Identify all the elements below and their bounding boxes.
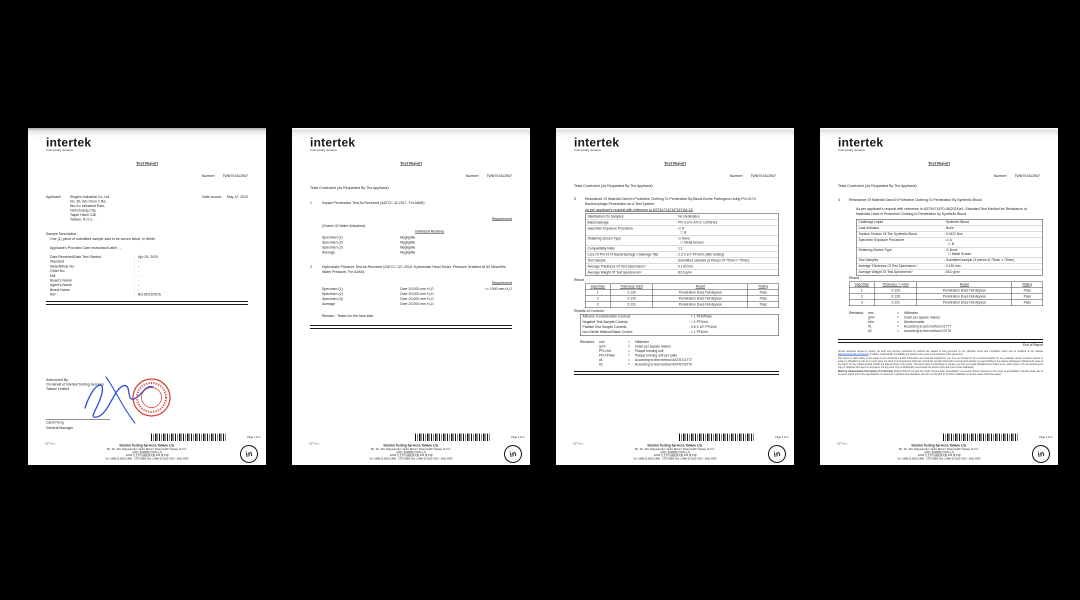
tests-intro: Tests Conducted (As Requested By The Applicant): (838, 184, 918, 188)
date-issued-row (202, 195, 248, 200)
field-row: Agent's Name : - (50, 283, 248, 288)
condition-row: Average Weight Of Test Specimens⁽²⁾ : 83.0 g/m² (586, 270, 779, 276)
remark-row: PFU /ml = Plaque forming unit (599, 349, 779, 354)
individual-reading-label: Individual Reading (415, 230, 444, 234)
grams-note: (Grams Of Water Absorbed) (322, 224, 366, 228)
condition-row: Sterilization On Samples : No sterilization (586, 214, 779, 220)
page-footer (292, 429, 530, 465)
footer-address-block: Intertek Testing Services Taiwan Ltd. 8F., No. 423, Ruiguang Rd., Neihu District, Taipei 11492, Taiwan, R.O.C. 全國公證檢驗股份有限公司 11492 台北市內湖區瑞光路 423 號 8 樓 Tel: (+886-2) 6602-2888 · 2797-8885 Fax: (+886-2) 6602-2410 · 6602-2467 (369, 444, 453, 461)
intertek-mark-icon: in (1031, 444, 1052, 465)
report-number-row (202, 174, 248, 179)
company-stamp (131, 377, 172, 418)
tests-intro: Tests Conducted (As Requested By The Applicant): (310, 186, 390, 190)
remark-row: #1 = According to test method ASTM D1777 (599, 358, 779, 363)
disclaimer-paragraph: This report is made solely on the basis of your instructions and/or information and materials supplied by you. It is not intended to be a recommendation for any particular course of action. Intertek is under no obligation to refer to or report upon any facts or circumstances which are outside the specific instructions received and accepts no responsibility to any parties whatsoever, following the issue of the report, for any matters arising outside the agreed scope of the works. This report does not discharge or release you from your legal obligations and duties to any other person. You are authorised to copy or distribute this report in its entirety, but any such copy or distribution must contain the whole report and must not be misleading. (838, 357, 1043, 369)
condition-row: Specimen Exposure Procedure : ☑ A ☐ B (586, 226, 779, 236)
footer-address-zh: 11492 台北市內湖區瑞光路 423 號 8 樓 (125, 454, 169, 458)
condition-row: Loss Of Phi-X174 Bacteriophage Challenge Titer : 2.3 X 10⁸ PFU/ml (after testing) (586, 252, 779, 258)
report-number-row: Number: TWNT01813957 (729, 174, 776, 178)
specimen-row: Specimen (3) Negligible (322, 246, 416, 250)
applicant-label: Applicant: (46, 195, 62, 199)
page-title: Test Report (928, 161, 950, 166)
footer-address: 8F., No. 423, Ruiguang Rd., Neihu District, Taipei 11492, Taiwan, R.O.C. (107, 448, 187, 451)
report-number-row: Number: TWNT01813957 (993, 174, 1040, 178)
condition-row: Challenge Liquid : Synthetic Blood (857, 220, 1043, 226)
tests-intro: Tests Conducted (As Requested By The Applicant): (574, 184, 654, 188)
sample-description-label: Sample Description : (46, 232, 79, 236)
section-rule (46, 301, 248, 305)
intertek-mark-icon: in (239, 444, 260, 465)
remark-line: Remark : Tested on the face side. (322, 314, 375, 318)
result-header-row: Specimen Thickness (mm) Result Rating (585, 284, 779, 290)
field-row: Mill : - (50, 274, 248, 279)
result-label: Result : (849, 276, 861, 280)
footer-company: Intertek Testing Services Taiwan Ltd. (119, 444, 175, 448)
applicant-address-line: Taiwan, R.O.C. (70, 218, 94, 222)
control-row: Airborne Contamination Controls : < 1 PFU/Plate (581, 315, 779, 320)
remark-row: #2 = According to test method D3776 (868, 329, 1043, 334)
remark-row: g/m² = Gram per square meters (868, 316, 1043, 321)
result-row: 3 0.121 Penetration Does Not Appear Pass (849, 300, 1043, 306)
result-row: 1 0.129 Penetration Does Not Appear Pass (849, 288, 1043, 294)
item-number: 2 (310, 265, 312, 269)
remarks-label: Remarks: (580, 340, 595, 344)
requirement-label: Requirement (491, 281, 512, 285)
applicant-address-line: Taipei Hsien 248, (70, 213, 97, 217)
intertek-logo (46, 137, 91, 153)
date-issued-value: May 12, 2020 (226, 195, 248, 199)
field-row: Brand Name : - (50, 288, 248, 293)
terms-url: http://www.intertek.com/terms/ (838, 352, 869, 356)
field-row: Order No. : - (50, 269, 248, 274)
remark-row: mm = Millimeter (599, 340, 779, 345)
page-title: Test Report (664, 161, 686, 166)
signer-title: General Manager (46, 426, 74, 430)
specimen-row: Average Over 20,000 mm H₂O (322, 302, 434, 306)
section-rule (574, 371, 779, 375)
result-row: 2 0.128 Penetration Does Not Appear Pass (849, 294, 1043, 300)
remark-row: mm = Millimeter (868, 311, 1043, 316)
intertek-mark-icon: in (503, 444, 524, 465)
applicant-address-line: Wu-Ku Industrial Park, (70, 204, 105, 208)
report-page-3 (556, 128, 794, 465)
item-number: 4 (838, 198, 840, 202)
entity-line: Taiwan Limited (46, 387, 70, 391)
field-row: Buyer's Name : - (50, 278, 248, 283)
page-title: Test Report (400, 161, 422, 166)
barcode (415, 434, 491, 442)
condition-row: Leak Indicator : None (857, 226, 1043, 232)
remark-row: N/m = Newton/meter (868, 320, 1043, 325)
reference-line: As per applicant's request with reference to ASTM F1671/F1671M-13: (585, 208, 694, 212)
remark-row: g/m² = Gram per square meters (599, 345, 779, 350)
item-number: 1 (310, 201, 312, 205)
intertek-logo: intertek Total Quality. Assured. (838, 136, 884, 152)
remark-row: PFU /Plate = Plaque forming unit per plate (599, 354, 779, 359)
field-row: Style/Article No. : - (50, 264, 248, 269)
doc-code: ABT/smu (573, 442, 584, 446)
control-row: Negative Test Sample Controls : < 1 PFU/ml (581, 320, 779, 325)
barcode (943, 434, 1019, 442)
page-footer (28, 429, 266, 465)
disclaimer-paragraph: Warning: Measurement Uncertainty of Conformity. Reports that do not bear the words "issued under accreditation" are issued without reference to the scope of accreditation. Results relate only to the items tested and to the specifications of customers, regulation and standards, and are not intended for product certification purposes unless otherwise stated. (838, 370, 1044, 376)
specimen-row: Specimen (3) Over 20,000 mm H₂O (322, 297, 434, 301)
applicant-address-line: No. 30, Wu-Chun 2 Rd., (70, 200, 108, 204)
test-item-title: Impact Penetration Test As Received (AATCC 42-2017, For AAMI): (322, 201, 426, 205)
page-number: Page 3 of 4 (775, 436, 788, 439)
item-number: 3 (574, 197, 576, 201)
condition-row: Bacteriophage : Phi-X174, ATCC 13706-B1 (586, 220, 779, 226)
report-page-1 (28, 128, 266, 465)
controls-label: Results of Controls : (574, 309, 606, 313)
barcode (679, 434, 755, 442)
footer-address-block: Intertek Testing Services Taiwan Ltd. 8F., No. 423, Ruiguang Rd., Neihu District, Taipei 11492, Taiwan, R.O.C. 全國公證檢驗股份有限公司 11492 台北市內湖區瑞光路 423 號 8 樓 Tel: (+886-2) 6602-2888 · 2797-8885 Fax: (+886-2) 6602-2410 · 6602-2467 (633, 444, 717, 461)
control-row: Non-Sterile Material Blank Control : < 1 PFU/ml (581, 330, 779, 335)
authorized-by-label: Authorized By: (46, 378, 69, 382)
test-item-title: Resistance Of Material Used In Protective Clothing To Penetration By Blood-Borne Pathogens Using Phi-X174 Bacteriophage Penetration As A Test System: (585, 197, 756, 206)
control-row: Positive Test Sample Controls : 3.6 X 10⁷ PFU/ml (581, 325, 779, 330)
test-item-title: Resistance Of Material Used In Protective Clothing To Penetration By Synthetic Blood (849, 198, 982, 202)
intertek-logo-text: intertek (46, 136, 92, 150)
page-number: Page 4 of 4 (1039, 436, 1052, 439)
condition-row: Retaining Screen Type : ☑ None ☐ Metal Screen (586, 236, 779, 246)
page-number: Page 1 of 4 (247, 436, 260, 439)
order-fields (50, 255, 248, 297)
end-of-report-label: End of Report (1022, 343, 1043, 347)
signature-line (46, 419, 110, 420)
doc-code: ABT/smu (837, 442, 848, 446)
report-page-2 (292, 128, 530, 465)
remark-row: #1 = According to test method D1777 (868, 325, 1043, 330)
remarks-block (868, 311, 1043, 334)
test-conditions-table (856, 219, 1043, 276)
remarks-label: Remarks: (849, 311, 864, 315)
field-row: Ref. : BG-B02100C6 (50, 293, 248, 298)
field-row: Standard : - (50, 260, 248, 265)
page-footer (556, 429, 794, 465)
condition-row: Test Sample : Submitted samples (3 Pieces Of 75mm × 75mm) (586, 258, 779, 264)
section-rule (838, 339, 1043, 343)
specimen-row: Specimen (1) Over 20,000 mm H₂O (322, 287, 434, 291)
barcode (151, 434, 227, 442)
controls-table (580, 314, 779, 336)
condition-row: Average Thickness Of Test Specimens⁽¹⁾ : 0.130 mm (857, 264, 1043, 270)
specimen-row: Specimen (2) Negligible (322, 241, 416, 245)
footer-tel: Tel: (+886-2) 6602-2888 · 2797-8885 Fax: (+886-2) 6602-2410 · 6602-2467 (105, 457, 189, 461)
reference-paragraph: As per applicant's request with reference to ASTM F1670-08(2014)e1: Standard Test Method for Resistance of Materials Used in Protective Clothing to Penetration by Synthetic Blood. (856, 207, 1027, 216)
disclaimer-block (838, 350, 1043, 377)
remark-row: #2 = According to test method ASTM D3776 (599, 363, 779, 368)
requirement-label: Requirement (491, 217, 512, 221)
sample-description: One (1) piece of submitted sample said to be woven fabric, in White. (50, 237, 156, 241)
intertek-logo: intertek Total Quality. Assured. (310, 136, 356, 152)
condition-row: Average Thickness Of Test Specimens⁽¹⁾ : 0.130 mm (586, 264, 779, 270)
footer-address-block (73, 444, 221, 460)
care-instruction-label: Applicant's Provided Care Instruction/Label : - (50, 246, 121, 250)
date-issued-label: Date Issued: (202, 195, 222, 199)
result-table (849, 282, 1043, 307)
applicant-block (70, 195, 110, 222)
page-number: Page 2 of 4 (511, 436, 524, 439)
applicant-address-line: Hsinchuang City, (70, 209, 97, 213)
report-number-label: Number: (201, 174, 216, 178)
intertek-mark-icon: in (767, 444, 788, 465)
doc-code: ABT/smu (45, 442, 56, 446)
condition-row: Test Samples : Submitted sample (3 pieces of 75mm × 75mm) (857, 258, 1043, 264)
footer-address-block: Intertek Testing Services Taiwan Ltd. 8F., No. 423, Ruiguang Rd., Neihu District, Taipei 11492, Taiwan, R.O.C. 全國公證檢驗股份有限公司 11492 台北市內湖區瑞光路 423 號 8 樓 Tel: (+886-2) 6602-2888 · 2797-8885 Fax: (+886-2) 6602-2410 · 6602-2467 (897, 444, 981, 461)
page-footer (820, 429, 1058, 465)
applicant-name: Singtex Industrial Co.,Ltd. (70, 195, 111, 199)
report-number-row: Number: TWNT01813957 (465, 174, 512, 178)
specimen-row: Specimen (2) Over 20,000 mm H₂O (322, 292, 434, 296)
intertek-logo: intertek Total Quality. Assured. (574, 136, 620, 152)
result-header-row: Specimen Thickness ⁽¹⁾ (mm) Result Rating (849, 282, 1043, 288)
remarks-block (599, 340, 779, 367)
result-table (585, 284, 779, 309)
section-rule (310, 325, 512, 329)
report-page-4 (820, 128, 1058, 465)
report-number: TWNT01813957 (222, 174, 248, 178)
condition-row: Specimen Exposure Procedure : ☑ A ☐ B (857, 238, 1043, 248)
condition-row: Compatibility Ratio : 1:1 (586, 246, 779, 252)
result-row: 2 0.130 Penetration Does Not Appear Pass (585, 296, 779, 302)
condition-row: Retaining Screen Type : ☑ None ☐ Metal Screen (857, 248, 1043, 258)
disclaimer-paragraph: Unless otherwise agreed in writing, all work and services performed by Intertek are subject to and governed by our standard Terms and Conditions which can be obtained at our website http://www.intertek.com/terms/. Intertek's responsibility and liability are limited to the terms and conditions of the agreement. (838, 350, 1043, 356)
test-conditions-table (585, 214, 779, 277)
condition-row: Average Weight Of Test Specimens⁽²⁾ : 83.0 g/m² (857, 270, 1043, 276)
field-row: Date Received/Date Test Started : Apr 29, 2020 (50, 255, 248, 260)
test-item-title: Hydrostatic Pressure Test As Received (AATCC 127-2018, Hydrostatic Head Tester, Pressure Gradient At 60 Mbar/Min Water Pressure, For AAMI): (322, 265, 506, 274)
page-title: Test Report (136, 161, 158, 166)
signer-name: Carol Peng (46, 421, 64, 425)
specimen-row: Specimen (1) Negligible (322, 236, 416, 240)
result-row: 3 0.131 Penetration Does Not Appear Pass (585, 302, 779, 308)
condition-row: Surface Tension Of The Synthetic Blood : 0.0422 N/m (857, 232, 1043, 238)
result-label: Result : (574, 278, 586, 282)
requirement-value: >= 1000 mm H₂O (484, 287, 512, 291)
specimen-row: Average Negligible (322, 251, 416, 255)
intertek-logo-tagline: Total Quality. Assured. (46, 149, 74, 152)
result-row: 1 0.130 Penetration Does Not Appear Pass (585, 290, 779, 296)
on-behalf-line: On behalf of Intertek Testing Services (46, 383, 105, 387)
doc-code: ABT/smu (309, 442, 320, 446)
footer-address-zh: 全國公證檢驗股份有限公司 (131, 451, 162, 455)
